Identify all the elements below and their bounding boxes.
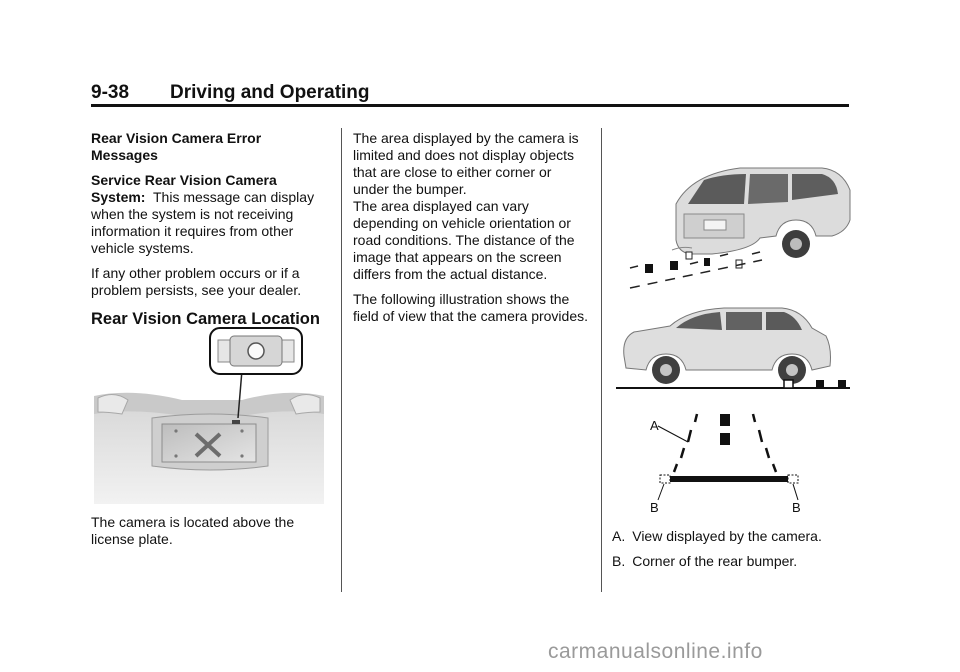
column-middle [353, 130, 589, 325]
column-divider-2 [601, 128, 602, 592]
header-rule [91, 104, 849, 107]
service-message-paragraph [91, 172, 331, 257]
column-divider-1 [341, 128, 342, 592]
label-b-leader-right [793, 484, 798, 500]
top-marker-2 [720, 433, 730, 445]
legend-a: A. View displayed by the camera. [612, 528, 822, 544]
camera-location-caption-block [91, 514, 331, 548]
camera-location-illustration [92, 326, 328, 504]
watermark: carmanualsonline.info [548, 640, 763, 663]
field-of-view-illustration [612, 160, 852, 520]
suv-rear-view-drawing [672, 168, 850, 258]
label-b-left: B [650, 500, 659, 515]
bumper-corner-left [660, 475, 670, 483]
label-a-leader [658, 426, 688, 442]
illustration-intro-paragraph: The following illustration shows the field of view that the camera provides. [353, 291, 589, 324]
label-b-right: B [792, 500, 801, 515]
side-marker-2 [838, 380, 846, 388]
column-left [91, 130, 331, 329]
area-varies-paragraph: The area displayed can vary depending on vehicle orientation or road conditions. The distance of the image that appears on the screen differs from the actual distance. [353, 198, 575, 282]
page-header [91, 82, 849, 104]
side-marker-1 [816, 380, 824, 388]
side-marker-outline [784, 380, 793, 388]
camera-location-caption: The camera is located above the license plate. [91, 514, 295, 547]
top-marker-1 [720, 414, 730, 426]
legend-b: B. Corner of the rear bumper. [612, 553, 798, 569]
error-messages-heading: Rear Vision Camera Error Messages [91, 130, 262, 163]
ground-markers-upper [630, 252, 762, 288]
illustration-legend [612, 528, 848, 570]
camera-location-heading: Rear Vision Camera Location [91, 310, 320, 328]
label-a: A [650, 418, 659, 433]
service-message-text: This message can display when the system is not receiving information it requires from other vehicle systems. [91, 189, 315, 256]
section-title: Driving and Operating [170, 82, 370, 103]
label-b-leader-left [658, 484, 664, 500]
bumper-corner-right [788, 475, 798, 483]
service-message-label: Service Rear Vision Camera System: [91, 172, 277, 205]
dealer-paragraph: If any other problem occurs or if a problem persists, see your dealer. [91, 265, 302, 298]
area-limited-paragraph: The area displayed by the camera is limited and does not display objects that are close to either corner or under the bumper. [353, 130, 579, 197]
suv-side-view-drawing [624, 308, 831, 384]
page-number: 9-38 [91, 82, 130, 103]
rear-bumper [670, 476, 788, 482]
